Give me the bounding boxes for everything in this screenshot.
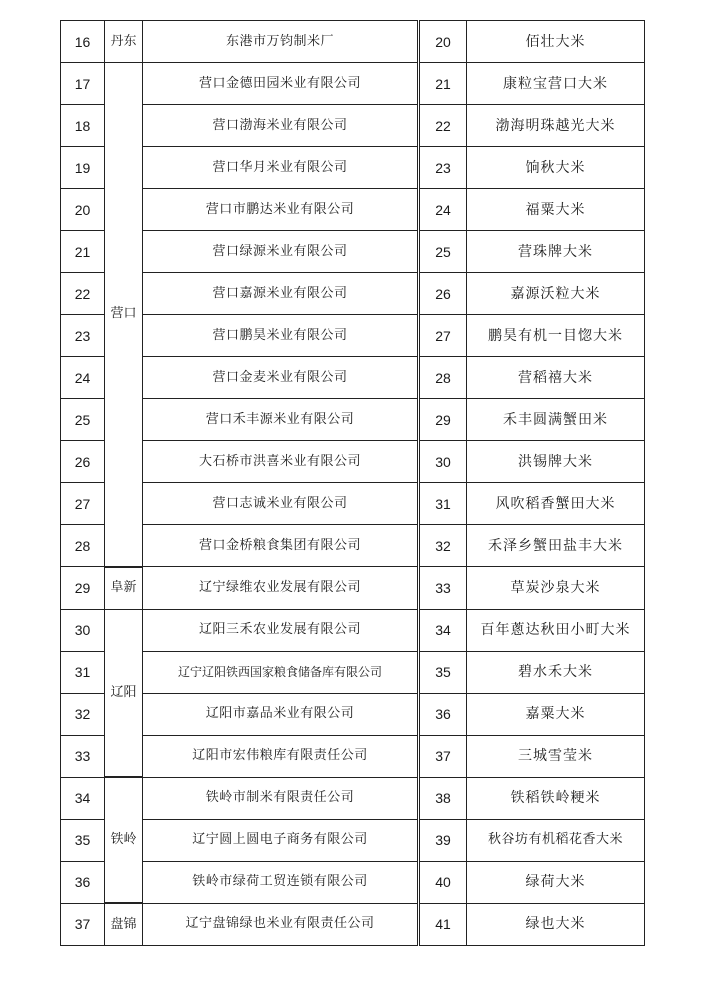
brand-name: 草炭沙泉大米 <box>467 567 645 610</box>
brand-name: 饷秋大米 <box>467 147 645 189</box>
table-row <box>61 441 645 483</box>
brand-number: 21 <box>419 63 467 105</box>
company-name: 营口渤海米业有限公司 <box>143 105 419 147</box>
table-row <box>61 189 645 231</box>
row-number: 22 <box>61 273 105 315</box>
row-number: 23 <box>61 315 105 357</box>
company-name: 大石桥市洪喜米业有限公司 <box>143 441 419 483</box>
table-row <box>61 399 645 441</box>
brand-name: 洪锡牌大米 <box>467 441 645 483</box>
table-row <box>61 693 645 735</box>
rice-enterprise-table <box>60 20 645 946</box>
company-name: 营口金德田园米业有限公司 <box>143 63 419 105</box>
brand-number: 22 <box>419 105 467 147</box>
row-number: 25 <box>61 399 105 441</box>
company-name: 营口金麦米业有限公司 <box>143 357 419 399</box>
table-row <box>61 903 645 946</box>
region-cell: 阜新 <box>105 567 143 610</box>
company-name: 营口鹏昊米业有限公司 <box>143 315 419 357</box>
row-number: 24 <box>61 357 105 399</box>
brand-number: 38 <box>419 777 467 819</box>
table-row <box>61 819 645 861</box>
brand-name: 三城雪莹米 <box>467 735 645 777</box>
table-row <box>61 735 645 777</box>
brand-name: 营珠牌大米 <box>467 231 645 273</box>
row-number: 21 <box>61 231 105 273</box>
company-name: 辽宁盘锦绿也米业有限责任公司 <box>143 903 419 946</box>
brand-number: 23 <box>419 147 467 189</box>
row-number: 16 <box>61 21 105 63</box>
brand-number: 30 <box>419 441 467 483</box>
table-row <box>61 567 645 610</box>
company-name: 营口市鹏达米业有限公司 <box>143 189 419 231</box>
row-number: 35 <box>61 819 105 861</box>
company-name: 营口绿源米业有限公司 <box>143 231 419 273</box>
company-name: 辽宁绿维农业发展有限公司 <box>143 567 419 610</box>
table-row <box>61 147 645 189</box>
table-row <box>61 63 645 105</box>
row-number: 34 <box>61 777 105 819</box>
brand-name: 禾丰圆满蟹田米 <box>467 399 645 441</box>
brand-name: 嘉源沃粒大米 <box>467 273 645 315</box>
table-row <box>61 105 645 147</box>
row-number: 27 <box>61 483 105 525</box>
company-name: 铁岭市绿荷工贸连锁有限公司 <box>143 861 419 903</box>
row-number: 17 <box>61 63 105 105</box>
row-number: 20 <box>61 189 105 231</box>
brand-name: 渤海明珠越光大米 <box>467 105 645 147</box>
brand-name: 禾泽乡蟹田盐丰大米 <box>467 525 645 567</box>
brand-number: 24 <box>419 189 467 231</box>
row-number: 33 <box>61 735 105 777</box>
company-name: 辽阳三禾农业发展有限公司 <box>143 609 419 651</box>
brand-number: 26 <box>419 273 467 315</box>
brand-name: 绿荷大米 <box>467 861 645 903</box>
brand-number: 32 <box>419 525 467 567</box>
company-name: 铁岭市制米有限责任公司 <box>143 777 419 819</box>
company-name: 辽宁圆上圆电子商务有限公司 <box>143 819 419 861</box>
brand-number: 36 <box>419 693 467 735</box>
brand-number: 27 <box>419 315 467 357</box>
brand-number: 33 <box>419 567 467 610</box>
brand-name: 百年蔥达秋田小町大米 <box>467 609 645 651</box>
company-name: 辽阳市宏伟粮库有限责任公司 <box>143 735 419 777</box>
table-row <box>61 21 645 63</box>
table-row <box>61 231 645 273</box>
region-cell-merged: 辽阳 <box>105 609 143 777</box>
row-number: 28 <box>61 525 105 567</box>
company-name: 东港市万钧制米厂 <box>143 21 419 63</box>
region-cell: 盘锦 <box>105 903 143 946</box>
row-number: 32 <box>61 693 105 735</box>
brand-number: 41 <box>419 903 467 946</box>
brand-name: 佰壮大米 <box>467 21 645 63</box>
table-row <box>61 315 645 357</box>
company-name: 辽阳市嘉品米业有限公司 <box>143 693 419 735</box>
table-row <box>61 525 645 567</box>
table-row <box>61 357 645 399</box>
region-cell: 丹东 <box>105 21 143 63</box>
brand-number: 40 <box>419 861 467 903</box>
brand-name: 福粟大米 <box>467 189 645 231</box>
row-number: 26 <box>61 441 105 483</box>
table-row <box>61 651 645 693</box>
row-number: 19 <box>61 147 105 189</box>
brand-name: 风吹稻香蟹田大米 <box>467 483 645 525</box>
company-name: 营口金桥粮食集团有限公司 <box>143 525 419 567</box>
table-row <box>61 483 645 525</box>
table-row <box>61 777 645 819</box>
brand-number: 31 <box>419 483 467 525</box>
row-number: 18 <box>61 105 105 147</box>
row-number: 37 <box>61 903 105 946</box>
brand-name: 营稻禧大米 <box>467 357 645 399</box>
brand-number: 34 <box>419 609 467 651</box>
brand-name: 绿也大米 <box>467 903 645 946</box>
brand-number: 39 <box>419 819 467 861</box>
company-name: 辽宁辽阳铁西国家粮食储备库有限公司 <box>143 651 419 693</box>
brand-number: 35 <box>419 651 467 693</box>
region-cell-merged: 铁岭 <box>105 777 143 903</box>
table-row <box>61 861 645 903</box>
row-number: 31 <box>61 651 105 693</box>
brand-name: 嘉粟大米 <box>467 693 645 735</box>
company-name: 营口华月米业有限公司 <box>143 147 419 189</box>
brand-number: 29 <box>419 399 467 441</box>
brand-name: 康粒宝营口大米 <box>467 63 645 105</box>
company-name: 营口志诚米业有限公司 <box>143 483 419 525</box>
brand-number: 37 <box>419 735 467 777</box>
row-number: 36 <box>61 861 105 903</box>
region-cell-merged: 营口 <box>105 63 143 567</box>
brand-number: 28 <box>419 357 467 399</box>
table-row <box>61 609 645 651</box>
company-name: 营口嘉源米业有限公司 <box>143 273 419 315</box>
table-row <box>61 273 645 315</box>
brand-number: 25 <box>419 231 467 273</box>
row-number: 30 <box>61 609 105 651</box>
brand-name: 碧水禾大米 <box>467 651 645 693</box>
brand-name: 铁稻铁岭粳米 <box>467 777 645 819</box>
row-number: 29 <box>61 567 105 610</box>
brand-name: 秋谷坊有机稻花香大米 <box>467 819 645 861</box>
brand-name: 鹏昊有机一目惚大米 <box>467 315 645 357</box>
company-name: 营口禾丰源米业有限公司 <box>143 399 419 441</box>
brand-number: 20 <box>419 21 467 63</box>
